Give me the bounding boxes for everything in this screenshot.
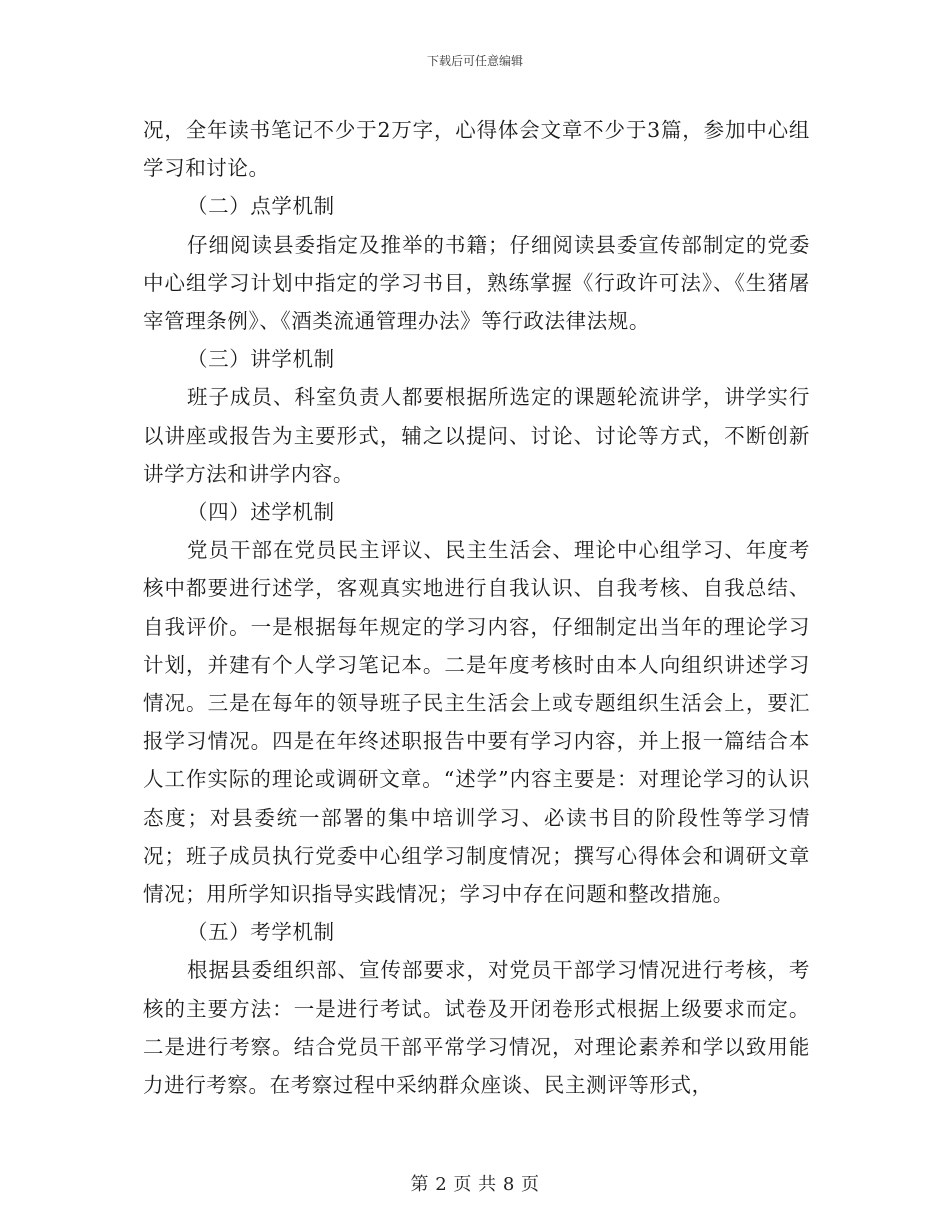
paragraph-shuxue: 党员干部在党员民主评议、民主生活会、理论中心组学习、年度考核中都要进行述学，客观真实地进行自我认识、自我考核、自我总结、自我评价。一是根据每年规定的学习内容，仔细制定出当年的理论学习计划，并建有个人学习笔记本。二是年度考核时由本人向组织讲述学习情况。三是在每年的领导班子民主生活会上或专题组织生活会上，要汇报学习情况。四是在年终述职报告中要有学习内容，并上报一篇结合本人工作实际的理论或调研文章。“述学”内容主要是：对理论学习的认识态度；对县委统一部署的集中培训学习、必读书目的阶段性等学习情况；班子成员执行党委中心组学习制度情况；撰写心得体会和调研文章情况；用所学知识指导实践情况；学习中存在问题和整改措施。 xyxy=(143,538,810,907)
section-heading-jiangxue: （三）讲学机制 xyxy=(187,347,335,372)
paragraph-dianxue: 仔细阅读县委指定及推举的书籍；仔细阅读县委宣传部制定的党委中心组学习计划中指定的学习书目，熟练掌握《行政许可法》、《生猪屠宰管理条例》、《酒类流通管理办法》等行政法律法规。 xyxy=(143,232,810,334)
paragraph-jiangxue: 班子成员、科室负责人都要根据所选定的课题轮流讲学，讲学实行以讲座或报告为主要形式，辅之以提问、讨论、讨论等方式，不断创新讲学方法和讲学内容。 xyxy=(143,385,810,486)
page-header: 下载后可任意编辑 xyxy=(426,54,523,68)
paragraph-kaoxue: 根据县委组织部、宣传部要求，对党员干部学习情况进行考核，考核的主要方法：一是进行考试。试卷及开闭卷形式根据上级要求而定。二是进行考察。结合党员干部平常学习情况，对理论素养和学以致用能力进行考察。在考察过程中采纳群众座谈、民主测评等形式， xyxy=(143,958,810,1098)
section-heading-shuxue: （四）述学机制 xyxy=(187,500,335,525)
section-heading-dianxue: （二）点学机制 xyxy=(187,194,335,219)
paragraph-continuation: 况，全年读书笔记不少于2万字，心得体会文章不少于3篇，参加中心组学习和讨论。 xyxy=(143,118,810,181)
section-heading-kaoxue: （五）考学机制 xyxy=(187,920,335,945)
page-number-footer: 第 2 页 共 8 页 xyxy=(410,1174,540,1195)
document-body xyxy=(143,111,810,1104)
